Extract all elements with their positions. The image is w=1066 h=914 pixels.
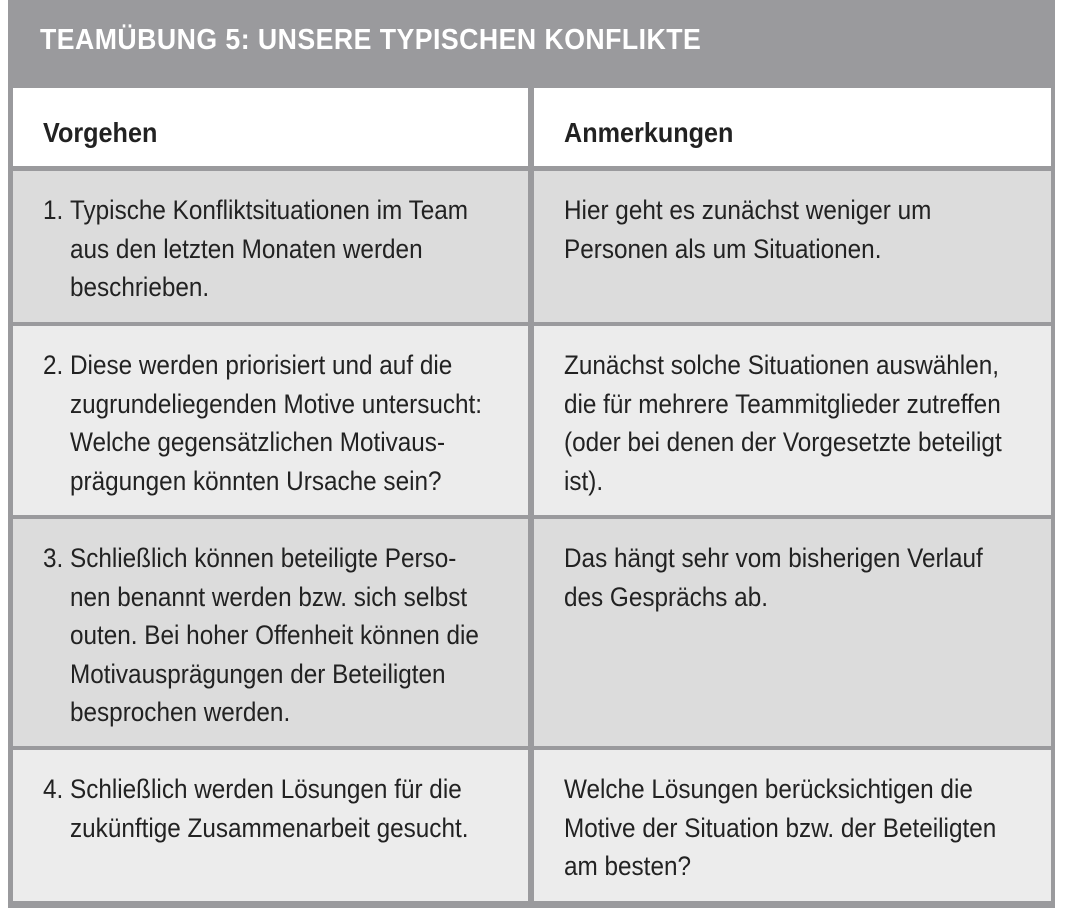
- notes-line: Motive der Situation bzw. der Beteiligten: [564, 812, 997, 843]
- notes-line: des Gesprächs ab.: [564, 581, 768, 612]
- procedure-line: Typische Konfliktsituationen im Team: [70, 195, 468, 225]
- step-number: 4.: [43, 774, 64, 804]
- procedure-line: Diese werden priorisiert und auf die: [70, 350, 453, 380]
- notes-line: Welche Lösungen berücksichtigen die: [564, 774, 973, 804]
- procedure-line: Motivausprägungen der Beteiligten: [70, 658, 446, 689]
- procedure-line: Schließlich werden Lösungen für die: [70, 774, 462, 804]
- procedure-line: zugrundeliegenden Motive untersucht:: [70, 388, 483, 419]
- notes-line: ist).: [564, 465, 604, 496]
- header-procedure-label: Vorgehen: [43, 117, 158, 148]
- procedure-line: prägungen könnten Ursache sein?: [70, 465, 442, 496]
- procedure-line: zukünftige Zusammenarbeit gesucht.: [70, 812, 469, 843]
- notes-line: (oder bei denen der Vorgesetzte beteiligt: [564, 427, 1002, 457]
- notes-line: die für mehrere Teammitglieder zutreffen: [564, 388, 1001, 419]
- table-row-4-notes: [534, 750, 1051, 901]
- table-row-1-procedure: [13, 171, 528, 322]
- table-title: TEAMÜBUNG 5: UNSERE TYPISCHEN KONFLIKTE: [40, 24, 702, 56]
- step-number: 2.: [43, 350, 64, 380]
- table-row-2-notes: [534, 326, 1051, 515]
- table-row-1-notes: [534, 171, 1051, 322]
- procedure-line: outen. Bei hoher Offenheit können die: [70, 620, 479, 650]
- procedure-line: nen benannt werden bzw. sich selbst: [70, 581, 468, 612]
- header-procedure: [13, 88, 528, 166]
- procedure-line: beschrieben.: [70, 272, 210, 302]
- step-number: 3.: [43, 543, 64, 573]
- header-notes-label: Anmerkungen: [564, 117, 734, 148]
- table-row-4-procedure: [13, 750, 528, 901]
- notes-line: Zunächst solche Situationen auswählen,: [564, 350, 999, 380]
- step-number: 1.: [43, 195, 64, 225]
- procedure-line: besprochen werden.: [70, 697, 291, 727]
- table-row-3-procedure: [13, 519, 528, 746]
- notes-line: Das hängt sehr vom bisherigen Verlauf: [564, 543, 983, 573]
- table-row-2-procedure: [13, 326, 528, 515]
- procedure-line: aus den letzten Monaten werden: [70, 233, 423, 264]
- notes-line: Hier geht es zunächst weniger um: [564, 195, 932, 225]
- procedure-line: Schließlich können beteiligte Perso-: [70, 543, 457, 573]
- procedure-line: Welche gegensätzlichen Motivaus-: [70, 427, 446, 457]
- title-bar: [8, 0, 1055, 87]
- header-notes: [534, 88, 1051, 166]
- notes-line: Personen als um Situationen.: [564, 233, 882, 264]
- table-row-3-notes: [534, 519, 1051, 746]
- notes-line: am besten?: [564, 851, 691, 881]
